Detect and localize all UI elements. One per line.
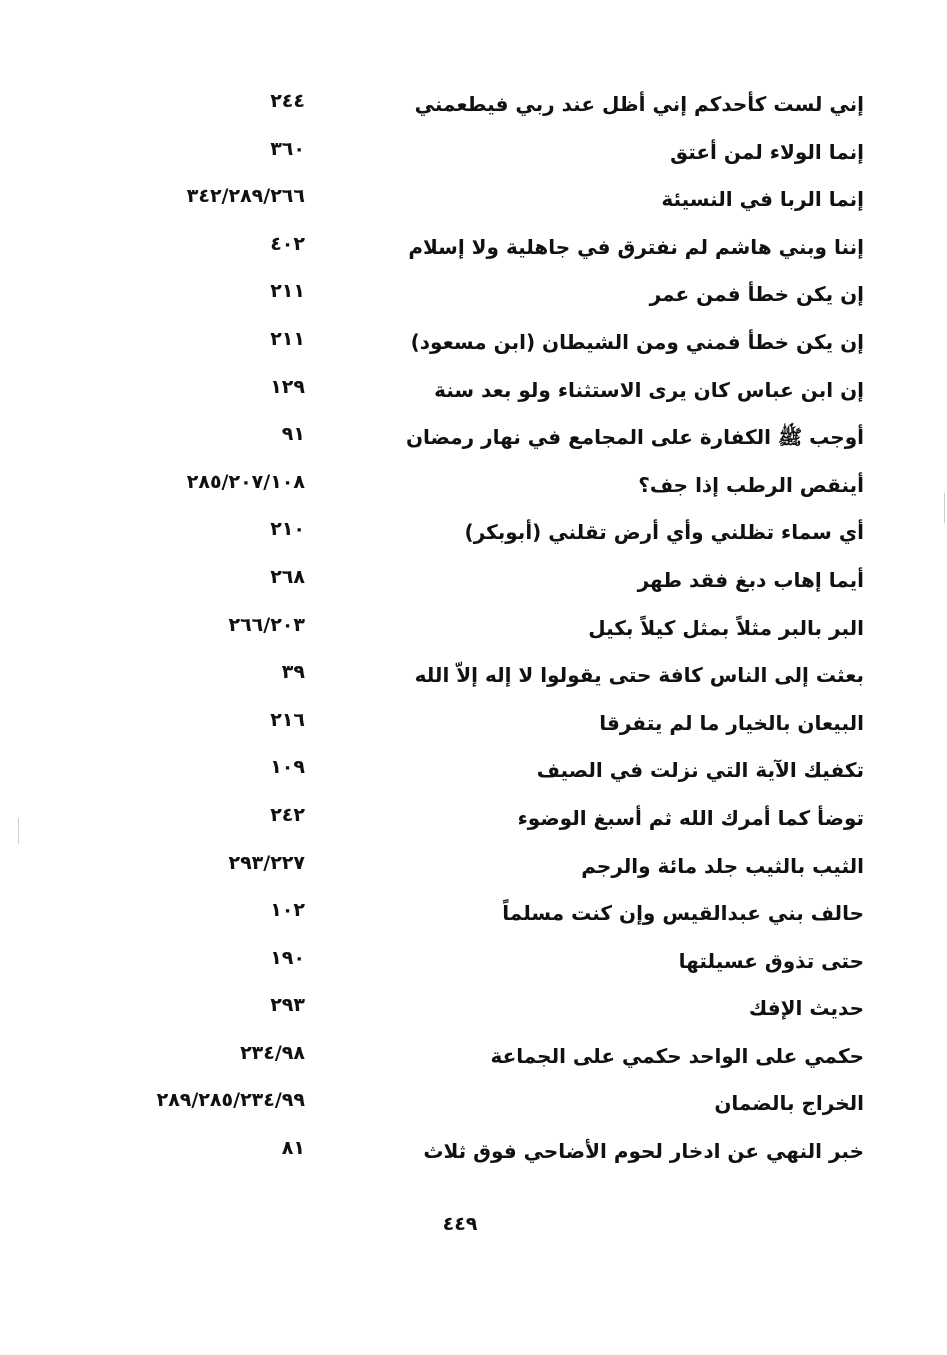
hadith-title: أيما إهاب دبغ فقد طهر	[637, 567, 864, 592]
index-entry	[0, 655, 947, 703]
hadith-title: أوجب ﷺ الكفارة على المجامع في نهار رمضان	[405, 425, 864, 450]
hadith-title: البيعان بالخيار ما لم يتفرقا	[599, 710, 864, 735]
index-entry	[0, 179, 947, 227]
hadith-title: حكمي على الواحد حكمي على الجماعة	[490, 1043, 864, 1068]
hadith-title: البر بالبر مثلاً بمثل كيلاً بكيل	[588, 615, 864, 640]
hadith-title: إن يكن خطأ فمني ومن الشيطان (ابن مسعود)	[410, 329, 864, 354]
index-entry	[0, 465, 947, 513]
hadith-title: توضأ كما أمرك الله ثم أسبغ الوضوء	[517, 805, 864, 830]
page-references: ٢٨٥/٢٠٧/١٠٨	[186, 470, 305, 493]
hadith-title: إن يكن خطأ فمن عمر	[649, 282, 864, 307]
hadith-title: الثيب بالثيب جلد مائة والرجم	[581, 853, 864, 878]
hadith-title: تكفيك الآية التي نزلت في الصيف	[536, 758, 864, 783]
index-entry	[0, 322, 947, 370]
index-entry	[0, 846, 947, 894]
page-references: ٢٦٨	[270, 565, 305, 588]
index-entry	[0, 798, 947, 846]
hadith-title: إننا وبني هاشم لم نفترق في جاهلية ولا إسلام	[408, 234, 864, 259]
page-references: ٢١١	[270, 280, 305, 303]
index-entry	[0, 84, 947, 132]
index-entry	[0, 941, 947, 989]
index-entry	[0, 227, 947, 275]
page-references: ٤٠٢	[270, 232, 305, 255]
page-references: ٢٦٦/٢٠٣	[228, 613, 305, 636]
page-references: ٨١	[281, 1137, 305, 1160]
page-references: ٢٤٤	[270, 90, 305, 112]
hadith-title: إنما الولاء لمن أعتق	[670, 139, 864, 164]
page-references: ٢٩٣	[270, 994, 305, 1017]
hadith-title: إني لست كأحدكم إني أظل عند ربي فيطعمني	[414, 92, 864, 116]
index-entry	[0, 132, 947, 180]
hadith-title: بعثت إلى الناس كافة حتى يقولوا لا إله إلاّ الله	[414, 663, 864, 688]
page-references: ٢٨٩/٢٨٥/٢٣٤/٩٩	[156, 1089, 305, 1112]
page-references: ٢٤٢	[270, 803, 305, 826]
page-references: ٩١	[281, 423, 305, 446]
index-entry	[0, 1036, 947, 1084]
index-entry	[0, 703, 947, 751]
index-entry	[0, 417, 947, 465]
page-references: ١٠٩	[270, 756, 305, 779]
hadith-title: حالف بني عبدالقيس وإن كنت مسلماً	[502, 901, 864, 926]
index-entry	[0, 988, 947, 1036]
index-entry	[0, 893, 947, 941]
hadith-title: إن ابن عباس كان يرى الاستثناء ولو بعد سنة	[434, 377, 864, 402]
page-references: ٢٩٣/٢٢٧	[228, 851, 305, 874]
hadith-title: أينقص الرطب إذا جف؟	[638, 472, 864, 497]
page-references: ٣٤٢/٢٨٩/٢٦٦	[186, 185, 305, 208]
index-entry	[0, 274, 947, 322]
page-references: ٢١٦	[270, 708, 305, 731]
index-entry	[0, 560, 947, 608]
index-entry	[0, 1131, 947, 1179]
page-references: ٣٦٠	[270, 137, 305, 160]
index-entry	[0, 370, 947, 418]
page-references: ٢٣٤/٩٨	[240, 1041, 305, 1064]
page-references: ٢١٠	[270, 518, 305, 541]
page-number: ٤٤٩	[442, 1213, 478, 1235]
hadith-title: أي سماء تظلني وأي أرض تقلني (أبوبكر)	[464, 520, 864, 545]
hadith-title: حديث الإفك	[748, 996, 864, 1021]
hadith-title: حتى تذوق عسيلتها	[678, 948, 864, 973]
index-entry	[0, 1083, 947, 1131]
hadith-title: خبر النهي عن ادخار لحوم الأضاحي فوق ثلاث	[423, 1139, 864, 1164]
hadith-index-list	[0, 84, 947, 1179]
page-references: ٢١١	[270, 327, 305, 350]
page-references: ٣٩	[281, 661, 305, 684]
index-entry	[0, 750, 947, 798]
page-references: ١٢٩	[270, 375, 305, 398]
index-entry	[0, 608, 947, 656]
page-references: ١٠٢	[270, 899, 305, 922]
hadith-title: إنما الربا في النسيئة	[661, 187, 864, 212]
index-entry	[0, 512, 947, 560]
page-references: ١٩٠	[270, 946, 305, 969]
hadith-title: الخراج بالضمان	[714, 1091, 864, 1116]
